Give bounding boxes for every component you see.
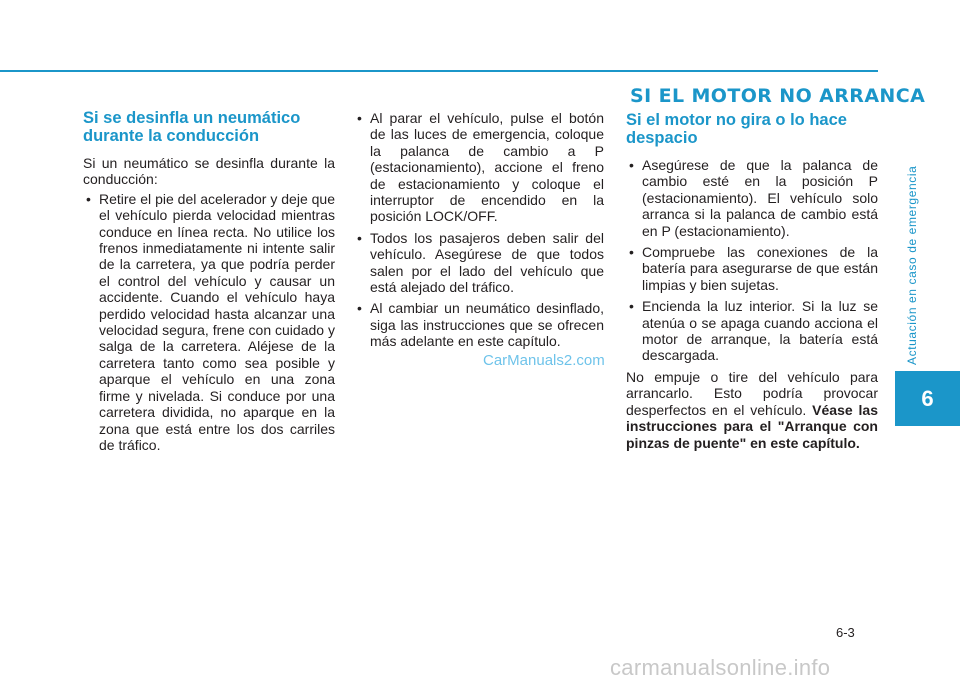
column-3	[626, 112, 878, 454]
flat-tire-intro: Si un neumático se desinfla durante la conducción:	[83, 155, 335, 188]
page-number: 6-3	[836, 625, 855, 640]
column-1	[83, 110, 335, 458]
list-item: • Al parar el vehículo, pulse el botón de las luces de emergencia, coloque la palanca de cambio a P (estacionamiento), accione el freno de estacionamiento y coloque el interruptor de encendido en la posición LOCK/OFF.	[357, 110, 604, 225]
chapter-tab: 6	[895, 371, 960, 426]
flat-tire-list	[83, 191, 335, 454]
stop-vehicle-list	[354, 110, 604, 350]
list-item: • Asegúrese de que la palanca de cambio esté en la posición P (estacionamiento). El vehículo solo arranca si la palanca de cambio está en P (estacionamiento).	[629, 157, 878, 239]
list-item: • Encienda la luz interior. Si la luz se atenúa o se apaga cuando acciona el motor de arranque, la batería está descargada.	[629, 298, 878, 364]
list-item: • Compruebe las conexiones de la batería para asegurarse de que están limpias y bien sujetas.	[629, 244, 878, 293]
footer-watermark: carmanualsonline.info	[610, 655, 831, 680]
engine-not-turning-heading: Si el motor no gira o lo hace despacio	[626, 111, 847, 147]
closing-paragraph: No empuje o tire del vehículo para arrancarlo. Esto podría provocar desperfectos en el vehículo. Véase las instrucciones para el "Arranque con pinzas de puente" en este capítulo.	[626, 368, 878, 451]
engine-check-list	[626, 157, 878, 364]
column-2	[354, 110, 604, 355]
section-banner: SI EL MOTOR NO ARRANCA	[630, 85, 926, 107]
chapter-side-title: Actuación en caso de emergencia	[905, 165, 919, 365]
list-item: • Al cambiar un neumático desinflado, siga las instrucciones que se ofrecen más adelante en este capítulo.	[357, 300, 604, 350]
flat-tire-heading: Si se desinfla un neumático durante la conducción	[83, 109, 301, 145]
list-item: • Todos los pasajeros deben salir del vehículo. Asegúrese de que todos salen por el lado del vehículo que está alejado del tráfico.	[357, 229, 604, 296]
list-item: • Retire el pie del acelerador y deje que el vehículo pierda velocidad mientras conduce en línea recta. No utilice los frenos inmediatamente ni intente salir de la carretera, ya que podría perder el control del vehículo y causar un accidente. Cuando el vehículo haya perdido velocidad hasta alcanzar una velocidad segura, frene con cuidado y salga de la carretera. Aléjese de la carretera tanto como sea posible y aparque el vehículo en una zona firme y nivelada. Si conduce por una carretera dividida, no aparque en la zona que está entre los dos carriles de tráfico.	[86, 190, 335, 453]
top-rule	[0, 70, 878, 72]
watermark: CarManuals2.com	[483, 352, 605, 369]
